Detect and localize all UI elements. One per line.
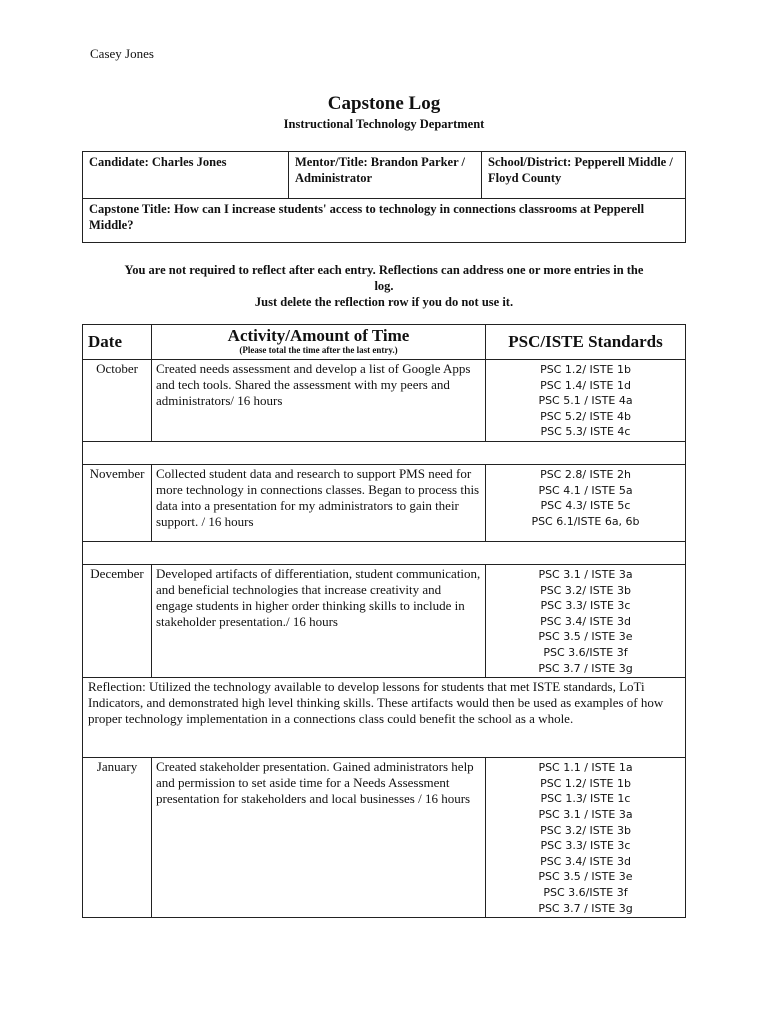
standard-item: PSC 5.2/ ISTE 4b bbox=[540, 409, 631, 423]
entry-date: October bbox=[83, 360, 152, 442]
standard-item: PSC 1.2/ ISTE 1b bbox=[540, 363, 631, 376]
empty-reflection-row bbox=[83, 542, 686, 565]
standard-item: PSC 5.1 / ISTE 4a bbox=[538, 394, 633, 408]
standard-item: PSC 3.5 / ISTE 3e bbox=[538, 630, 633, 644]
standard-item: PSC 3.1 / ISTE 3a bbox=[538, 807, 633, 821]
empty-reflection-row bbox=[83, 442, 686, 465]
reflection-row bbox=[83, 678, 686, 758]
log-entry-row bbox=[83, 360, 686, 442]
log-entry-row bbox=[83, 758, 686, 918]
standard-item: PSC 3.5 / ISTE 3e bbox=[538, 870, 633, 884]
standard-item: PSC 3.7 / ISTE 3g bbox=[538, 901, 633, 915]
log-header-row bbox=[83, 325, 686, 360]
entry-standards bbox=[486, 360, 686, 442]
standard-item: PSC 1.3/ ISTE 1c bbox=[540, 792, 631, 806]
standard-item: PSC 3.2/ ISTE 3b bbox=[540, 823, 631, 837]
entry-standards bbox=[486, 465, 686, 542]
standard-item: PSC 1.2/ ISTE 1b bbox=[540, 776, 631, 790]
entry-activity: Collected student data and research to support PMS need for more technology in connections classes. Began to process this data into a presentation for my administrators to gain their support. / 16 hours bbox=[152, 465, 486, 542]
log-entry-row bbox=[83, 565, 686, 678]
empty-reflection-cell bbox=[83, 542, 686, 565]
standard-item: PSC 3.6/ISTE 3f bbox=[543, 885, 628, 899]
entry-standards bbox=[486, 758, 686, 918]
standard-item: PSC 4.1 / ISTE 5a bbox=[538, 483, 633, 497]
school-cell: School/District: Pepperell Middle / Floyd County bbox=[482, 152, 686, 199]
capstone-log-table bbox=[82, 324, 686, 918]
date-column-header: Date bbox=[83, 325, 152, 360]
standard-item: PSC 4.3/ ISTE 5c bbox=[540, 499, 631, 513]
candidate-cell: Candidate: Charles Jones bbox=[83, 152, 289, 199]
entry-standards bbox=[486, 565, 686, 678]
standards-column-header: PSC/ISTE Standards bbox=[486, 325, 686, 360]
entry-activity: Created needs assessment and develop a list of Google Apps and tech tools. Shared the assessment with my peers and administrators/ 16 hours bbox=[152, 360, 486, 442]
instructions-line: You are not required to reflect after each entry. Reflections can address one or more entries in the log. bbox=[124, 263, 644, 293]
page-title: Capstone Log bbox=[327, 93, 441, 114]
standard-item: PSC 1.1 / ISTE 1a bbox=[538, 761, 633, 775]
activity-column-header bbox=[152, 325, 486, 360]
standard-item: PSC 3.7 / ISTE 3g bbox=[538, 661, 633, 675]
standard-item: PSC 2.8/ ISTE 2h bbox=[540, 468, 631, 481]
capstone-title-cell: Capstone Title: How can I increase students' access to technology in connections classrooms at Pepperell Middle? bbox=[83, 199, 686, 243]
info-row bbox=[83, 199, 686, 243]
standard-item: PSC 3.3/ ISTE 3c bbox=[540, 839, 631, 853]
standard-item: PSC 3.2/ ISTE 3b bbox=[540, 583, 631, 597]
instructions-line: Just delete the reflection row if you do not use it. bbox=[254, 295, 514, 309]
info-row bbox=[83, 152, 686, 199]
empty-reflection-cell bbox=[83, 442, 686, 465]
mentor-cell: Mentor/Title: Brandon Parker / Administrator bbox=[289, 152, 482, 199]
standard-item: PSC 3.1 / ISTE 3a bbox=[538, 568, 633, 581]
entry-date: December bbox=[83, 565, 152, 678]
page-subtitle: Instructional Technology Department bbox=[283, 117, 485, 131]
standard-item: PSC 1.4/ ISTE 1d bbox=[540, 378, 631, 392]
reflection-text: Reflection: Utilized the technology available to develop lessons for students that met ISTE standards, LoTi Indicators, and demonstrated high level thinking skills. These artifacts would then be used as examples of how proper technology implementation in a connections class could benefit the school as a whole. bbox=[83, 678, 686, 758]
instructions-notice bbox=[120, 262, 648, 310]
standard-item: PSC 3.4/ ISTE 3d bbox=[540, 854, 631, 868]
standard-item: PSC 3.4/ ISTE 3d bbox=[540, 614, 631, 628]
standard-item: PSC 5.3/ ISTE 4c bbox=[540, 425, 631, 439]
author-name: Casey Jones bbox=[90, 46, 154, 61]
standard-item: PSC 3.6/ISTE 3f bbox=[543, 645, 628, 659]
entry-activity: Created stakeholder presentation. Gained administrators help and permission to set aside time for a Needs Assessment presentation for stakeholders and local businesses / 16 hours bbox=[152, 758, 486, 918]
standard-item: PSC 6.1/ISTE 6a, 6b bbox=[531, 514, 640, 528]
log-entry-row bbox=[83, 465, 686, 542]
entry-date: January bbox=[83, 758, 152, 918]
entry-activity: Developed artifacts of differentiation, student communication, and beneficial technologies that increase creativity and engage students in higher order thinking skills to include in stakeholder presentation./ 16 hours bbox=[152, 565, 486, 678]
activity-header-note: (Please total the time after the last entry.) bbox=[239, 345, 398, 355]
candidate-info-table bbox=[82, 151, 686, 243]
activity-header-label: Activity/Amount of Time bbox=[227, 326, 410, 345]
standard-item: PSC 3.3/ ISTE 3c bbox=[540, 599, 631, 613]
entry-date: November bbox=[83, 465, 152, 542]
